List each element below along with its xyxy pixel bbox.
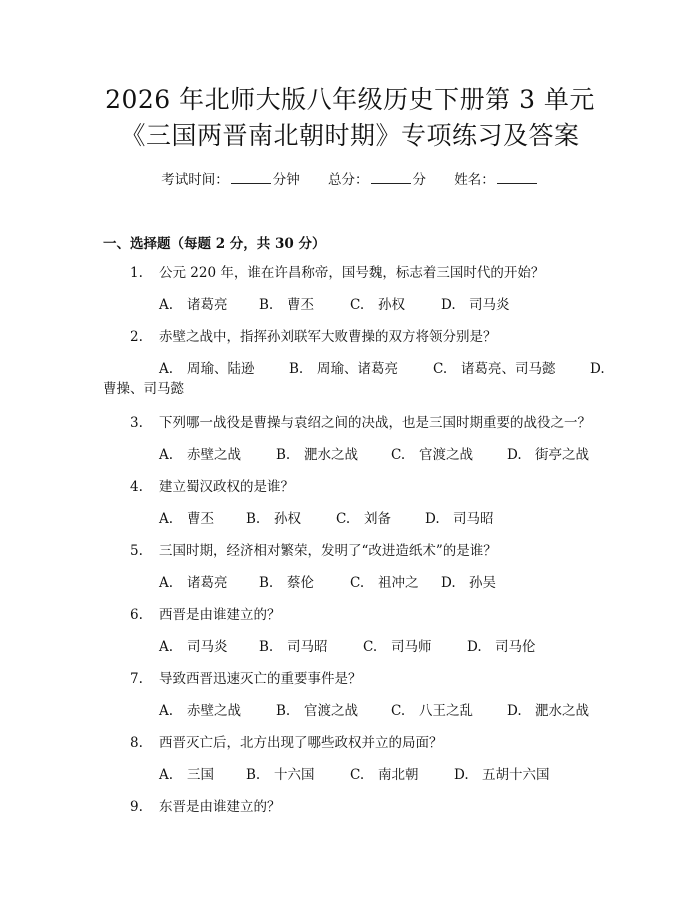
- option-text: 司马昭: [287, 639, 328, 655]
- option-text: 蔡伦: [287, 575, 314, 591]
- option-text: 南北朝: [378, 767, 419, 783]
- option-text: 司马炎: [469, 297, 510, 313]
- question-number: 3.: [130, 415, 143, 431]
- option-d-wrapped-text: [0, 381, 700, 408]
- option-letter: B.: [246, 511, 261, 527]
- option-text: 司马伦: [495, 639, 536, 655]
- option-d-continuation: 曹操、司马懿: [103, 381, 184, 397]
- question-options: [0, 566, 700, 600]
- option-text: 刘备: [364, 511, 391, 527]
- option-letter: D.: [507, 447, 522, 463]
- option-letter: C.: [350, 767, 365, 783]
- option-text: 淝水之战: [535, 703, 589, 719]
- option-d[interactable]: [507, 438, 589, 472]
- exam-time-label: 考试时间：: [161, 172, 229, 188]
- title-line-1: 2026 年北师大版八年级历史下册第 3 单元: [105, 85, 595, 114]
- question-number: 5.: [130, 543, 143, 559]
- option-letter: B.: [259, 297, 274, 313]
- question-stem: [0, 600, 700, 630]
- option-letter: B.: [246, 767, 261, 783]
- option-letter: C.: [350, 575, 365, 591]
- option-text: 孙吴: [469, 575, 496, 591]
- document-title: [0, 82, 700, 154]
- option-text: 周瑜、诸葛亮: [317, 361, 398, 377]
- option-c[interactable]: [350, 566, 419, 600]
- option-text: 诸葛亮: [187, 575, 228, 591]
- option-d[interactable]: [454, 758, 550, 792]
- option-b[interactable]: [259, 630, 328, 664]
- option-letter: A.: [159, 447, 174, 463]
- option-letter: A.: [159, 767, 174, 783]
- total-score-unit: 分: [412, 172, 426, 188]
- option-a[interactable]: [159, 502, 214, 536]
- question-options: [0, 288, 700, 322]
- question-text: 西晋灭亡后，北方出现了哪些政权并立的局面？: [159, 735, 443, 751]
- question-text: 公元 220 年，谁在许昌称帝，国号魏，标志着三国时代的开始？: [159, 265, 545, 281]
- option-c[interactable]: [391, 694, 473, 728]
- option-text: 周瑜、陆逊: [187, 361, 255, 377]
- question-text: 东晋是由谁建立的？: [159, 799, 281, 815]
- total-score-label: 总分：: [328, 172, 369, 188]
- option-text: 官渡之战: [419, 447, 473, 463]
- name-field: [454, 168, 539, 188]
- option-letter: A.: [159, 639, 174, 655]
- option-c[interactable]: [336, 502, 391, 536]
- option-text: 司马昭: [453, 511, 494, 527]
- option-text: 官渡之战: [304, 703, 358, 719]
- option-text: 三国: [187, 767, 214, 783]
- option-a[interactable]: [159, 288, 228, 322]
- question-number: 2.: [130, 329, 143, 345]
- option-letter: D.: [425, 511, 440, 527]
- option-text: 司马师: [391, 639, 432, 655]
- option-text: 诸葛亮: [187, 297, 228, 313]
- option-text: 赤壁之战: [187, 447, 241, 463]
- option-letter: A.: [159, 297, 174, 313]
- question-item: [0, 536, 700, 600]
- option-letter: A.: [159, 361, 174, 377]
- question-text: 西晋是由谁建立的？: [159, 607, 281, 623]
- option-letter: B.: [276, 447, 291, 463]
- exam-time-blank: [231, 171, 271, 184]
- option-letter: B.: [289, 361, 304, 377]
- question-number: 6.: [130, 607, 143, 623]
- question-text: 下列哪一战役是曹操与袁绍之间的决战，也是三国时期重要的战役之一？: [159, 415, 591, 431]
- option-b[interactable]: [246, 758, 315, 792]
- option-letter: D.: [454, 767, 469, 783]
- question-stem: [0, 792, 700, 822]
- option-letter: A.: [159, 511, 174, 527]
- question-options: [0, 694, 700, 728]
- option-letter: C.: [391, 447, 406, 463]
- question-number: 1.: [130, 265, 143, 281]
- option-c[interactable]: [391, 438, 473, 472]
- question-item: [0, 664, 700, 728]
- option-text: 司马炎: [187, 639, 228, 655]
- option-b[interactable]: [289, 352, 398, 386]
- option-b[interactable]: [259, 288, 314, 322]
- question-item: [0, 322, 700, 408]
- option-letter: D.: [441, 297, 456, 313]
- option-text: 诸葛亮、司马懿: [461, 361, 556, 377]
- option-c[interactable]: [433, 352, 556, 386]
- question-stem: [0, 536, 700, 566]
- option-d[interactable]: [441, 288, 510, 322]
- question-item: [0, 472, 700, 536]
- option-a[interactable]: [159, 630, 228, 664]
- option-c[interactable]: [350, 288, 405, 322]
- option-letter: A.: [159, 703, 174, 719]
- question-stem: [0, 258, 700, 288]
- option-text: 孙权: [274, 511, 301, 527]
- question-number: 9.: [130, 799, 143, 815]
- option-d[interactable]: [507, 694, 589, 728]
- option-letter: D.: [467, 639, 482, 655]
- option-d[interactable]: [590, 352, 618, 386]
- option-a[interactable]: [159, 438, 241, 472]
- option-a[interactable]: [159, 694, 241, 728]
- title-line-2: 《三国两晋南北朝时期》专项练习及答案: [120, 121, 580, 150]
- option-letter: C.: [336, 511, 351, 527]
- option-a[interactable]: [159, 566, 228, 600]
- question-item: [0, 408, 700, 472]
- question-item: [0, 792, 700, 822]
- question-item: [0, 258, 700, 322]
- question-stem: [0, 408, 700, 438]
- question-stem: [0, 472, 700, 502]
- name-label: 姓名：: [454, 172, 495, 188]
- total-score-blank: [371, 171, 411, 184]
- option-c[interactable]: [363, 630, 432, 664]
- question-text: 三国时期，经济相对繁荣，发明了“改进造纸术”的是谁？: [159, 543, 497, 559]
- section-title: 一、选择题（每题 2 分，共 30 分）: [103, 236, 326, 252]
- option-letter: D.: [441, 575, 456, 591]
- question-options: [0, 630, 700, 664]
- option-text: 曹丕: [187, 511, 214, 527]
- option-letter: B.: [276, 703, 291, 719]
- option-letter: C.: [363, 639, 378, 655]
- question-list: [0, 258, 700, 822]
- option-letter: A.: [159, 575, 174, 591]
- question-number: 8.: [130, 735, 143, 751]
- option-text: 十六国: [274, 767, 315, 783]
- option-text: 街亭之战: [535, 447, 589, 463]
- exam-time-unit: 分钟: [272, 172, 300, 188]
- question-text: 建立蜀汉政权的是谁？: [159, 479, 294, 495]
- question-number: 7.: [130, 671, 143, 687]
- option-b[interactable]: [276, 694, 358, 728]
- option-letter: D.: [590, 361, 605, 377]
- question-stem: [0, 728, 700, 758]
- option-b[interactable]: [276, 438, 358, 472]
- option-d[interactable]: [467, 630, 536, 664]
- option-text: 曹丕: [287, 297, 314, 313]
- name-blank: [497, 171, 537, 184]
- option-d[interactable]: [425, 502, 494, 536]
- question-text: 赤壁之战中，指挥孙刘联军大败曹操的双方将领分别是？: [159, 329, 497, 345]
- question-stem: [0, 664, 700, 694]
- question-item: [0, 600, 700, 664]
- option-text: 祖冲之: [378, 575, 419, 591]
- option-text: 八王之乱: [419, 703, 473, 719]
- option-c[interactable]: [350, 758, 419, 792]
- exam-time-field: [161, 168, 300, 188]
- option-letter: B.: [259, 639, 274, 655]
- option-a[interactable]: [159, 758, 214, 792]
- question-options: [0, 758, 700, 792]
- option-letter: B.: [259, 575, 274, 591]
- option-text: 淝水之战: [304, 447, 358, 463]
- option-text: 五胡十六国: [482, 767, 550, 783]
- option-text: 孙权: [378, 297, 405, 313]
- option-letter: C.: [350, 297, 365, 313]
- option-d[interactable]: [441, 566, 496, 600]
- question-text: 导致西晋迅速灭亡的重要事件是？: [159, 671, 362, 687]
- option-b[interactable]: [246, 502, 301, 536]
- option-letter: C.: [391, 703, 406, 719]
- option-b[interactable]: [259, 566, 314, 600]
- question-options: [0, 502, 700, 536]
- option-letter: D.: [507, 703, 522, 719]
- total-score-field: [328, 168, 426, 188]
- option-text: 赤壁之战: [187, 703, 241, 719]
- question-item: [0, 728, 700, 792]
- option-letter: C.: [433, 361, 448, 377]
- question-options: [0, 438, 700, 472]
- question-stem: [0, 322, 700, 352]
- question-number: 4.: [130, 479, 143, 495]
- exam-info-row: [0, 168, 700, 188]
